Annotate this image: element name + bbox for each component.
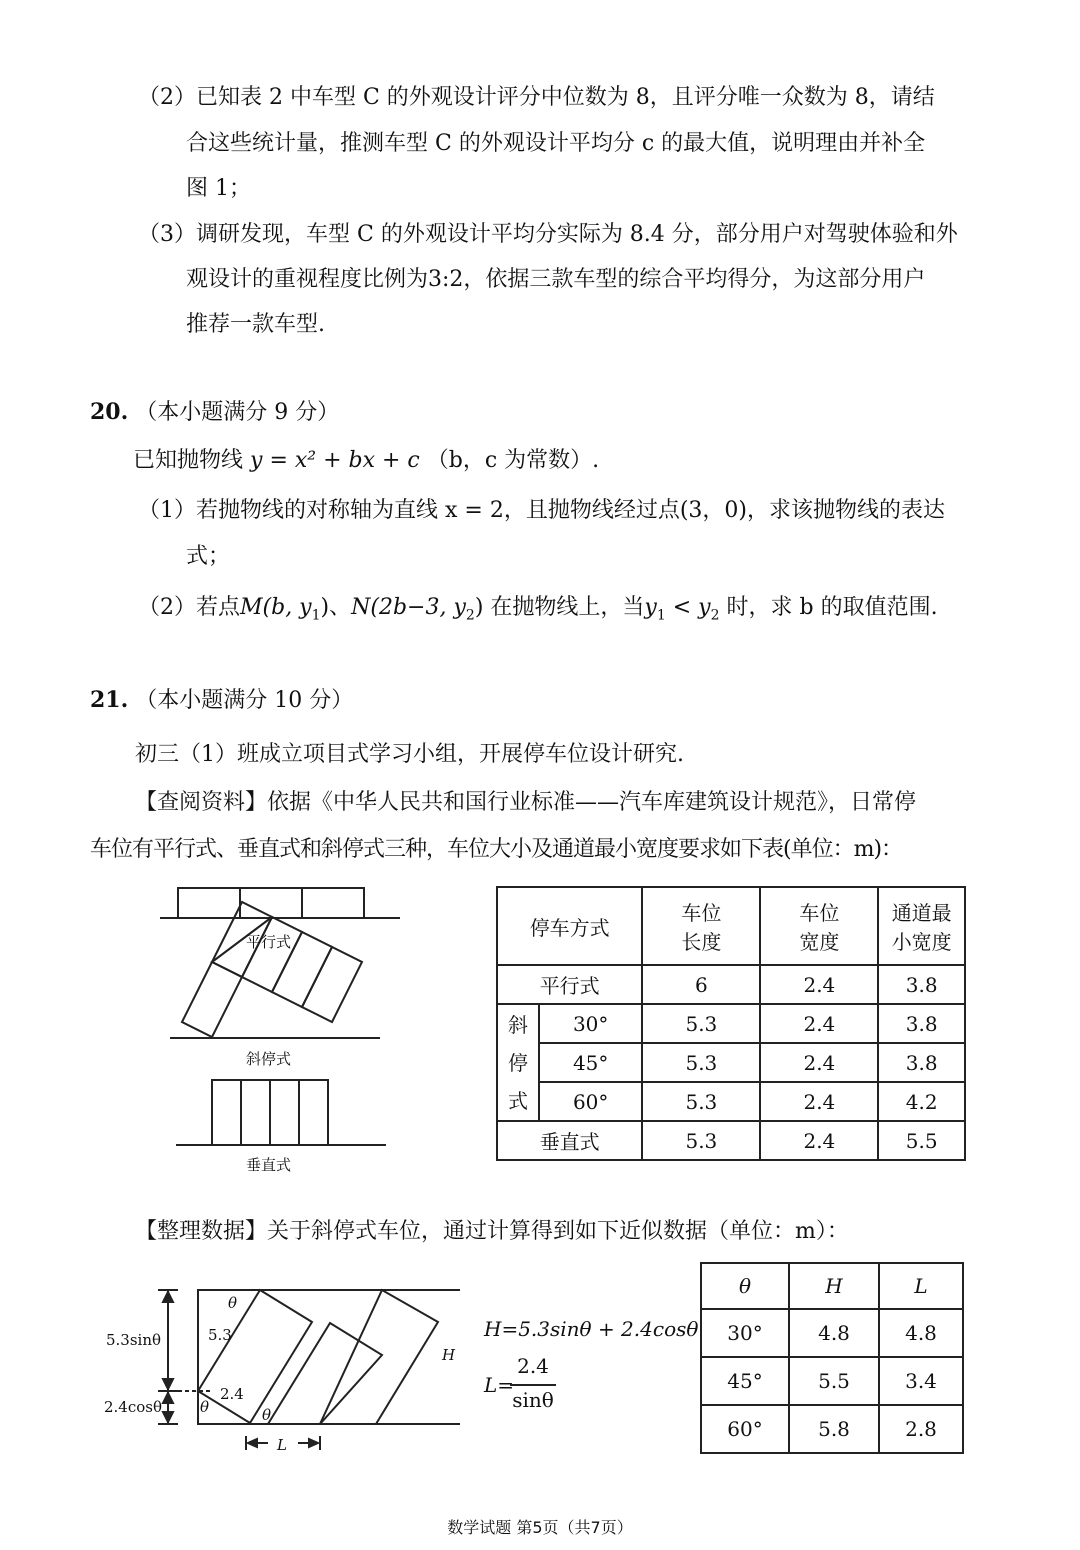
formula-l-lhs: L=	[484, 1373, 515, 1397]
formula-l-numerator: 2.4	[517, 1354, 549, 1378]
table-row	[497, 1082, 965, 1121]
cell-mode: 平行式	[497, 965, 642, 1004]
header-mode: 停车方式	[497, 887, 642, 965]
q21-ref-line1: 【查阅资料】依据《中华人民共和国行业标准——汽车库建筑设计规范》，日常停	[135, 790, 917, 815]
table-row	[701, 1405, 963, 1453]
spec-table	[496, 886, 966, 1161]
stall-1	[198, 1290, 312, 1423]
q20-p2-cond-lt: < y	[665, 595, 711, 620]
q20-p2-point-m: M(b, y	[240, 595, 312, 620]
cell-aisle: 3.8	[878, 1004, 965, 1043]
cell-length: 5.3	[642, 1004, 760, 1043]
q21-number: 21.	[90, 687, 129, 713]
q20-p2-m-sub: 1	[311, 607, 321, 624]
cell-l: 2.8	[879, 1405, 963, 1453]
table-row	[497, 1004, 965, 1043]
q20-p2-pre: （2）若点	[138, 595, 240, 620]
q21-organize-line: 【整理数据】关于斜停式车位，通过计算得到如下近似数据（单位：m）：	[135, 1219, 849, 1244]
table-row	[497, 887, 965, 965]
q20-p2-cond-sub2: 2	[710, 607, 720, 624]
vertical-label: 垂直式	[246, 1156, 292, 1174]
q21-score: （本小题满分 10 分）	[135, 688, 354, 713]
header-theta: θ	[701, 1263, 789, 1309]
cell-width: 2.4	[760, 965, 878, 1004]
table-row	[497, 965, 965, 1004]
q19-p2-line3: 图 1；	[186, 176, 251, 201]
cell-aisle: 3.8	[878, 965, 965, 1004]
theta-label-left: θ	[200, 1398, 210, 1416]
header-length: 车位 长度	[642, 887, 760, 965]
table-row	[701, 1357, 963, 1405]
cell-width: 2.4	[760, 1004, 878, 1043]
parking-types-figure	[150, 880, 420, 1180]
header-aisle: 通道最 小宽度	[878, 887, 965, 965]
q19-p3-line3: 推荐一款车型.	[186, 312, 325, 337]
label-length: 5.3	[208, 1326, 232, 1344]
q20-header	[90, 398, 339, 427]
fraction-bar	[510, 1384, 556, 1386]
q19-p2-line1: （2）已知表 2 中车型 C 的外观设计评分中位数为 8，且评分唯一众数为 8，请结	[138, 85, 935, 110]
table-row	[497, 1121, 965, 1160]
label-5.3sin: 5.3sinθ	[106, 1331, 162, 1349]
cell-h: 4.8	[789, 1309, 879, 1357]
table-row	[497, 1043, 965, 1082]
formula-l-denominator: sinθ	[512, 1388, 554, 1412]
header-l: L	[879, 1263, 963, 1309]
cell-aisle: 4.2	[878, 1082, 965, 1121]
q20-p2	[138, 594, 938, 629]
cell-h: 5.5	[789, 1357, 879, 1405]
cell-aisle: 5.5	[878, 1121, 965, 1160]
q20-p2-post1: ) 在抛物线上，当	[474, 595, 645, 620]
q20-p2-mid: )、	[320, 595, 352, 620]
vertical-parking-shape	[176, 1080, 386, 1145]
q20-intro-post: （b，c 为常数）.	[426, 448, 600, 473]
cell-angle: 30°	[539, 1004, 642, 1043]
cell-length: 5.3	[642, 1121, 760, 1160]
cell-theta: 30°	[701, 1309, 789, 1357]
cell-aisle: 3.8	[878, 1043, 965, 1082]
formula-h: H=5.3sinθ + 2.4cosθ	[484, 1317, 699, 1341]
parallel-parking-shape	[160, 888, 400, 918]
label-width: 2.4	[220, 1385, 244, 1403]
q20-p2-point-n: N(2b−3, y	[351, 595, 466, 620]
angle-data-table	[700, 1262, 964, 1454]
cell-length: 5.3	[642, 1082, 760, 1121]
cell-length: 6	[642, 965, 760, 1004]
cell-angle: 45°	[539, 1043, 642, 1082]
cell-l: 4.8	[879, 1309, 963, 1357]
cell-oblique-group: 斜 停 式	[497, 1004, 539, 1121]
q20-p2-n-sub: 2	[465, 607, 475, 624]
q20-intro	[133, 447, 599, 475]
q20-p2-cond-y: y	[644, 595, 657, 620]
cell-mode: 垂直式	[497, 1121, 642, 1160]
theta-label-top: θ	[228, 1294, 238, 1312]
q20-number: 20.	[90, 399, 129, 425]
label-l: L	[277, 1436, 287, 1454]
q20-intro-pre: 已知抛物线	[133, 448, 244, 473]
theta-label-bottom: θ	[262, 1406, 272, 1424]
cell-width: 2.4	[760, 1121, 878, 1160]
q20-intro-formula: y = x² + bx + c	[250, 448, 420, 473]
table-row	[701, 1309, 963, 1357]
q21-intro: 初三（1）班成立项目式学习小组，开展停车位设计研究.	[135, 742, 684, 767]
q20-p2-cond-sub1: 1	[656, 607, 666, 624]
cell-length: 5.3	[642, 1043, 760, 1082]
header-width: 车位 宽度	[760, 887, 878, 965]
cell-h: 5.8	[789, 1405, 879, 1453]
q21-ref-line2: 车位有平行式、垂直式和斜停式三种，车位大小及通道最小宽度要求如下表(单位：m)：	[90, 837, 903, 862]
q19-p2-line2: 合这些统计量，推测车型 C 的外观设计平均分 c 的最大值，说明理由并补全	[186, 131, 926, 156]
label-2.4cos: 2.4cosθ	[104, 1398, 163, 1416]
q19-p3-line2: 观设计的重视程度比例为3:2，依据三款车型的综合平均得分，为这部分用户	[186, 267, 926, 292]
cell-width: 2.4	[760, 1082, 878, 1121]
cell-l: 3.4	[879, 1357, 963, 1405]
table-row	[701, 1263, 963, 1309]
label-h: H	[442, 1346, 456, 1364]
q21-header	[90, 686, 353, 715]
page-footer: 数学试题 第5页（共7页）	[447, 1518, 633, 1537]
q20-score: （本小题满分 9 分）	[135, 400, 340, 425]
q20-p1-line1: （1）若抛物线的对称轴为直线 x = 2，且抛物线经过点(3，0)，求该抛物线的表达	[138, 498, 945, 523]
q20-p2-post2: 时，求 b 的取值范围.	[719, 595, 938, 620]
q20-p1-line2: 式；	[186, 544, 231, 569]
cell-angle: 60°	[539, 1082, 642, 1121]
cell-width: 2.4	[760, 1043, 878, 1082]
cell-theta: 60°	[701, 1405, 789, 1453]
q19-p3-line1: （3）调研发现，车型 C 的外观设计平均分实际为 8.4 分，部分用户对驾驶体验和外	[138, 222, 958, 247]
oblique-parking-shape	[170, 902, 380, 1038]
parallel-label: 平行式	[246, 933, 292, 951]
oblique-label: 斜停式	[246, 1050, 292, 1068]
cell-theta: 45°	[701, 1357, 789, 1405]
header-h: H	[789, 1263, 879, 1309]
